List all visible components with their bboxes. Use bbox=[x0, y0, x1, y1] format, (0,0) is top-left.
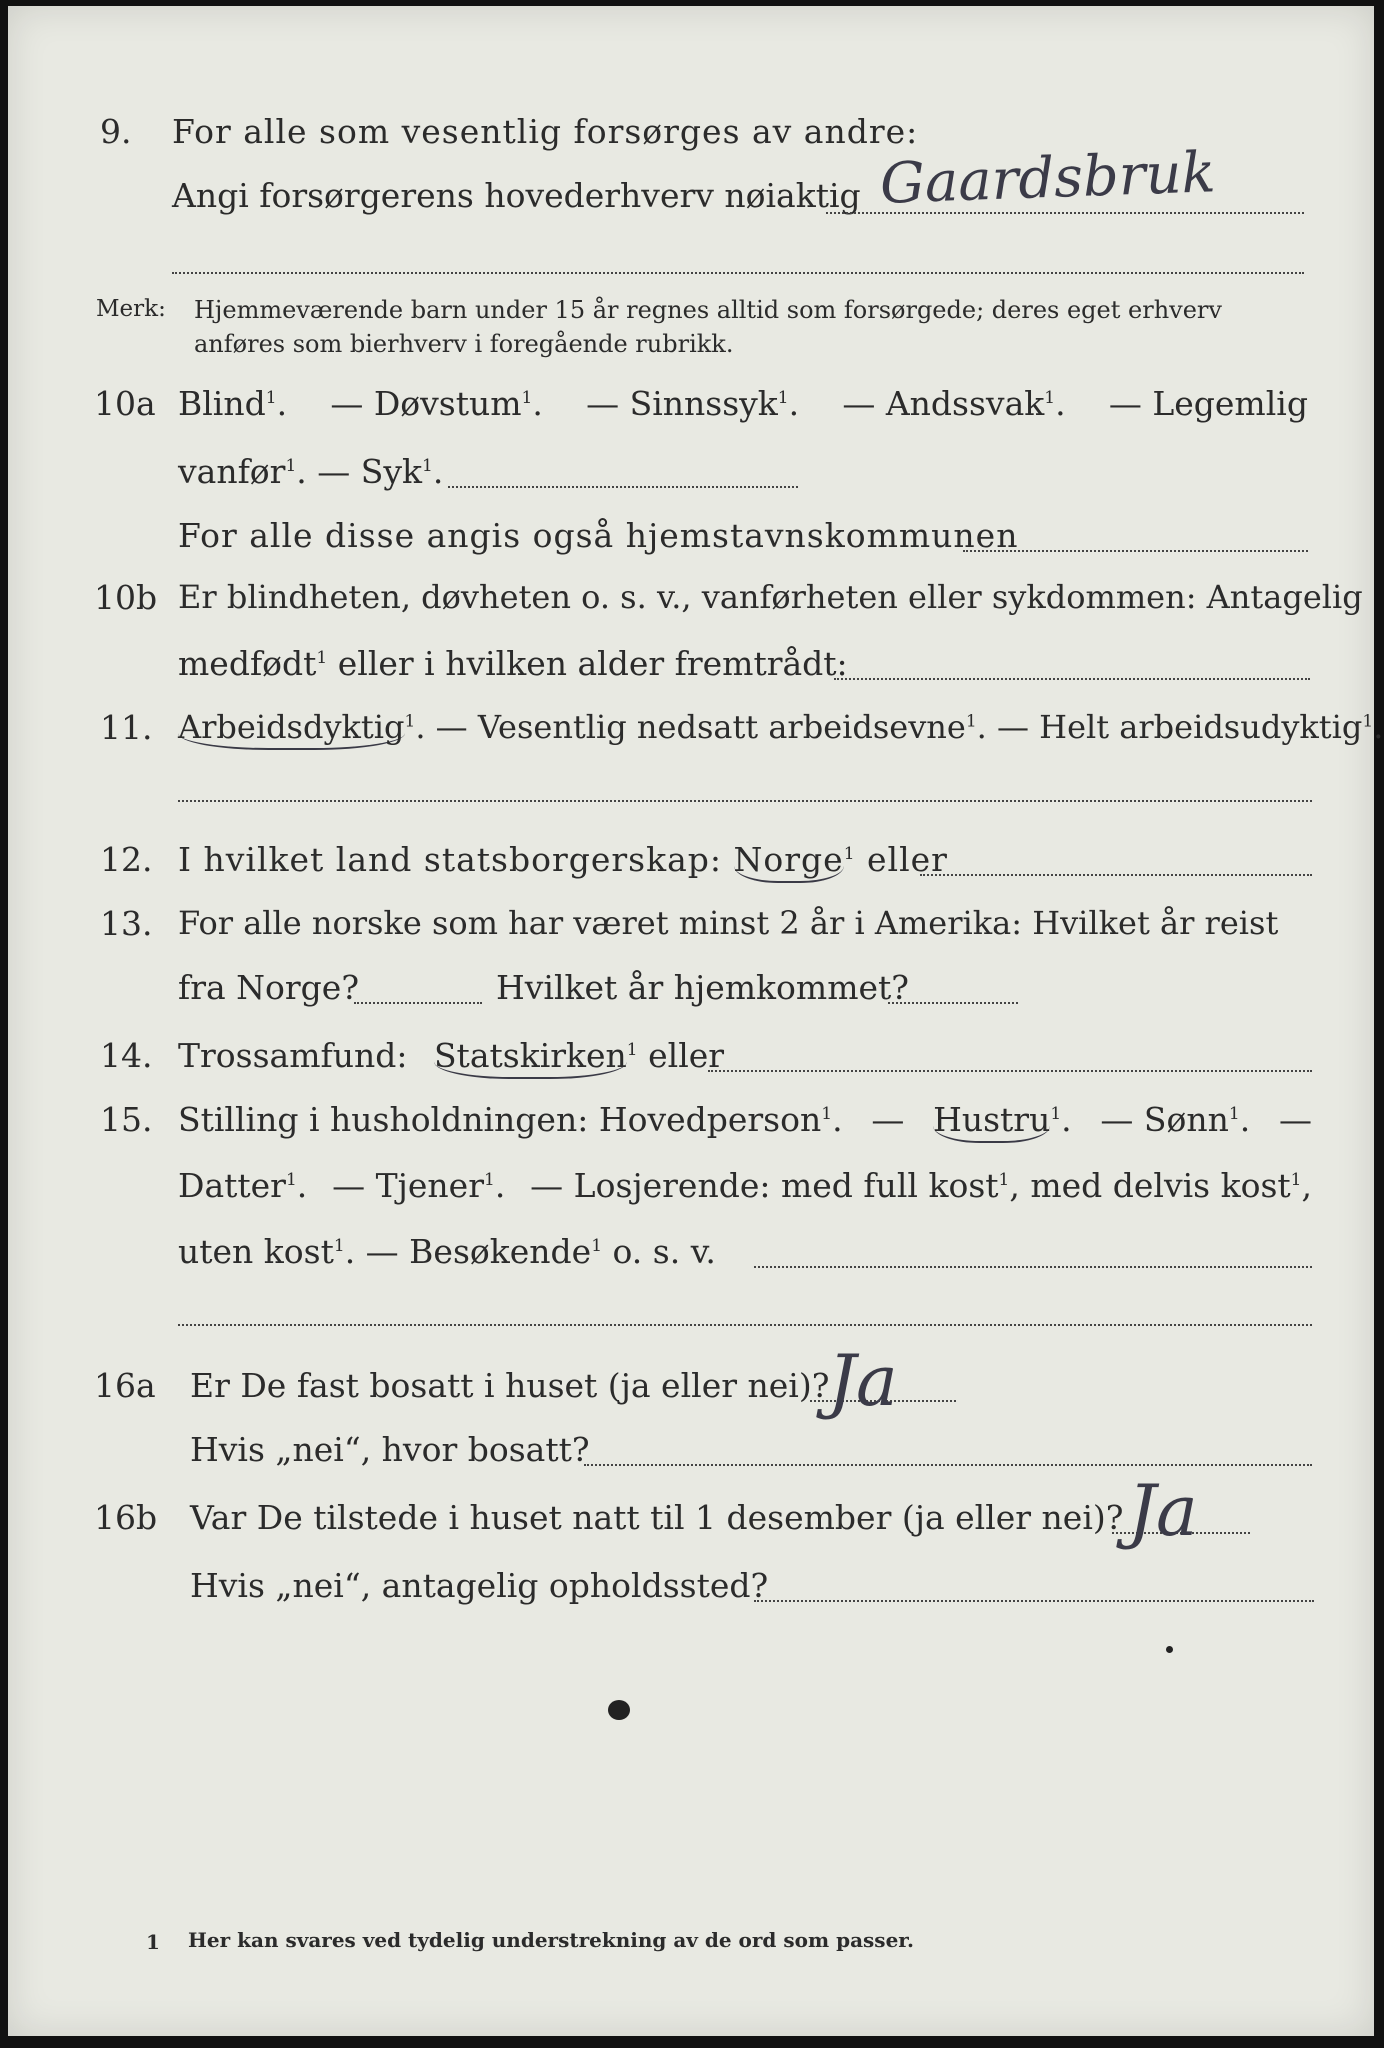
question-number: 10b bbox=[94, 578, 158, 617]
option[interactable]: Stilling i husholdningen: Hovedperson bbox=[178, 1100, 822, 1139]
question-10a-line-3 bbox=[8, 516, 1374, 566]
option[interactable]: , med delvis kost bbox=[1009, 1166, 1291, 1205]
option-underlined[interactable]: Norge bbox=[734, 840, 844, 883]
question-text: Er De fast bosatt i huset (ja eller nei)? bbox=[190, 1366, 830, 1405]
handwritten-answer: Ja bbox=[828, 1340, 898, 1422]
ink-dot bbox=[1166, 1646, 1173, 1653]
answer-line[interactable] bbox=[754, 1600, 1314, 1602]
question-text: For alle som vesentlig forsørges av andre: bbox=[172, 112, 919, 151]
census-form-page bbox=[8, 6, 1384, 2036]
question-number: 12. bbox=[100, 840, 153, 879]
option[interactable]: o. s. v. bbox=[612, 1232, 716, 1271]
answer-line[interactable] bbox=[172, 272, 1304, 274]
question-number: 9. bbox=[100, 112, 132, 151]
handwritten-answer: Gaardsbruk bbox=[878, 140, 1217, 217]
question-15-line-3: uten kost$^1$. — Besøkende$^1$ o. s. v. bbox=[8, 1232, 1374, 1282]
option[interactable]: eller bbox=[867, 840, 948, 879]
option[interactable]: eller bbox=[648, 1036, 725, 1075]
footnote-mark: 1 bbox=[146, 1930, 160, 1954]
question-text: Hvis „nei“, hvor bosatt? bbox=[190, 1430, 590, 1469]
answer-line[interactable] bbox=[708, 1070, 1312, 1072]
note-text: Hjemmeværende barn under 15 år regnes alltid som forsørgede; deres eget erhverv bbox=[194, 296, 1222, 324]
question-15-line-2 bbox=[8, 1166, 1374, 1216]
question-options: Blind$^1$. — Døvstum$^1$. — Sinnssyk$^1$. — Andssvak$^1$. — Legemlig bbox=[178, 384, 1308, 423]
answer-line[interactable] bbox=[584, 1464, 1312, 1466]
question-text: I hvilket land statsborgerskap: bbox=[178, 840, 723, 879]
option[interactable]: — Sinnssyk bbox=[586, 384, 778, 423]
option[interactable]: uten kost bbox=[178, 1232, 334, 1271]
question-text: Trossamfund: bbox=[178, 1036, 408, 1075]
question-text: Hvis „nei“, antagelig opholdssted? bbox=[190, 1566, 769, 1605]
option[interactable]: — Syk bbox=[317, 452, 422, 491]
answer-line[interactable] bbox=[448, 486, 798, 488]
option[interactable]: medfødt bbox=[178, 644, 317, 683]
answer-line[interactable] bbox=[178, 800, 1312, 802]
question-text: For alle norske som har været minst 2 år i Amerika: Hvilket år reist bbox=[178, 904, 1279, 942]
question-13-line-2 bbox=[8, 968, 1374, 1018]
option[interactable]: — Døvstum bbox=[330, 384, 522, 423]
answer-line[interactable] bbox=[178, 1324, 1312, 1326]
option[interactable]: vanfør bbox=[178, 452, 286, 491]
question-10b bbox=[8, 578, 1374, 628]
question-9-line-2 bbox=[8, 140, 1374, 226]
option[interactable]: — Andssvak bbox=[842, 384, 1045, 423]
question-10b-line-2: medfødt$^1$ eller i hvilken alder fremtrådt: bbox=[8, 644, 1374, 694]
option-underlined[interactable]: Statskirken bbox=[434, 1036, 627, 1079]
question-text: Angi forsørgerens hovederhverv nøiaktig bbox=[172, 176, 861, 215]
question-text: eller i hvilken alder fremtrådt: bbox=[337, 644, 848, 683]
question-text: Hvilket år hjemkommet? bbox=[496, 968, 909, 1007]
question-number: 16a bbox=[94, 1366, 156, 1405]
question-text: Er blindheten, døvheten o. s. v., vanførheten eller sykdommen: Antagelig bbox=[178, 578, 1363, 616]
question-text: Var De tilstede i huset natt til 1 desember (ja eller nei)? bbox=[190, 1498, 1124, 1537]
question-15 bbox=[8, 1100, 1374, 1150]
question-14: 14. Trossamfund: Statskirken$^1$ eller bbox=[8, 1036, 1374, 1086]
option[interactable]: — Losjerende: med full kost bbox=[530, 1166, 999, 1205]
question-number: 10a bbox=[94, 384, 156, 423]
footnote-text: Her kan svares ved tydelig understrekning av de ord som passer. bbox=[188, 1928, 914, 1952]
note-text: anføres som bierhverv i foregående rubrikk. bbox=[194, 330, 734, 358]
option-underlined[interactable]: Hustru bbox=[933, 1100, 1050, 1143]
question-13 bbox=[8, 904, 1374, 954]
question-text: For alle disse angis også hjemstavnskommunen bbox=[178, 516, 1019, 555]
answer-line[interactable] bbox=[963, 550, 1308, 552]
option[interactable]: — Tjener bbox=[332, 1166, 484, 1205]
question-number: 11. bbox=[100, 708, 153, 747]
question-number: 16b bbox=[94, 1498, 158, 1537]
answer-line[interactable] bbox=[888, 1002, 1018, 1004]
answer-line[interactable] bbox=[354, 1002, 482, 1004]
option[interactable]: Blind bbox=[178, 384, 266, 423]
question-16a bbox=[8, 1340, 1374, 1422]
question-16b-line-2 bbox=[8, 1566, 1374, 1616]
option[interactable]: Datter bbox=[178, 1166, 286, 1205]
option[interactable]: — Besøkende bbox=[365, 1232, 592, 1271]
question-12: 12. I hvilket land statsborgerskap: Norge$^1$ eller bbox=[8, 840, 1374, 890]
question-number: 15. bbox=[100, 1100, 153, 1139]
question-11: 11. Arbeidsdyktig$^1$. — Vesentlig nedsatt arbeidsevne$^1$. — Helt arbeidsudyktig$^1$. bbox=[8, 708, 1374, 758]
question-10a-line-2: vanfør$^1$. — Syk$^1$. bbox=[8, 452, 1374, 502]
option-underlined[interactable]: Arbeidsdyktig bbox=[178, 708, 405, 750]
answer-line[interactable] bbox=[754, 1266, 1312, 1268]
option[interactable]: — Sønn bbox=[1100, 1100, 1229, 1139]
question-text: fra Norge? bbox=[178, 968, 360, 1007]
question-number: 14. bbox=[100, 1036, 153, 1075]
ink-blot bbox=[608, 1700, 630, 1720]
question-options: Datter$^1$. — Tjener$^1$. — Losjerende: med full kost$^1$, med delvis kost$^1$, bbox=[178, 1166, 1312, 1205]
option[interactable]: — Legemlig bbox=[1108, 384, 1308, 423]
option[interactable]: — Vesentlig nedsatt arbeidsevne bbox=[435, 708, 966, 746]
note-label: Merk: bbox=[96, 296, 166, 322]
option[interactable]: — Helt arbeidsudyktig bbox=[997, 708, 1363, 746]
question-16b bbox=[8, 1470, 1374, 1552]
question-10a bbox=[8, 384, 1374, 434]
question-number: 13. bbox=[100, 904, 153, 943]
answer-line[interactable] bbox=[834, 678, 1310, 680]
answer-line[interactable] bbox=[920, 874, 1312, 876]
question-options: Stilling i husholdningen: Hovedperson$^1$. — Hustru$^1$. — Sønn$^1$. — bbox=[178, 1100, 1312, 1139]
handwritten-answer: Ja bbox=[1128, 1470, 1198, 1552]
